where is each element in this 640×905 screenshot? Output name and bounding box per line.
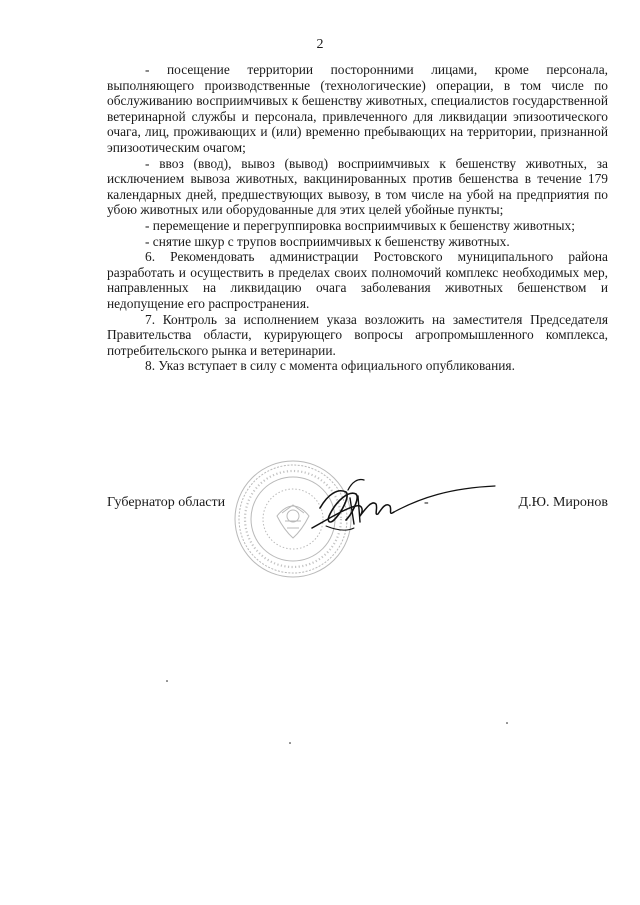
- handwritten-signature: [290, 468, 500, 543]
- signature-dash: -: [424, 495, 429, 510]
- paragraph-import-export: - ввоз (ввод), вывоз (вывод) восприимчивых к бешенству животных, за исключением вывоза животных, вакцинированных против бешенства в течение 179 календарных дней, предшествующих вывозу, в том числе на убой на предприятия по убою животных или оборудованные для этих целей убойные пункты;: [107, 155, 608, 218]
- paragraph-skinning: - снятие шкур с трупов восприимчивых к бешенству животных.: [145, 233, 510, 249]
- paragraph-visit-restriction: - посещение территории посторонними лицами, кроме персонала, выполняющего производственные (технологические) операции, в том числе по обслуживанию восприимчивых к бешенству животных, специалистов государственной ветеринарной службы и персонала, привлеченного для ликвидации эпизоотического очага, лиц, проживающих и (или) временно пребывающих на территории, признанной эпизоотическим очагом;: [107, 62, 608, 155]
- paragraph-item-8: 8. Указ вступает в силу с момента официального опубликования.: [145, 358, 515, 374]
- document-body: [107, 62, 608, 374]
- paragraph-item-6: 6. Рекомендовать администрации Ростовского муниципального района разработать и осуществить в пределах своих полномочий комплекс необходимых мер, направленных на ликвидацию очага заболевания животных бешенством и недопущение его распространения.: [107, 249, 608, 311]
- paragraph-movement: - перемещение и перегруппировка восприимчивых к бешенству животных;: [145, 217, 575, 233]
- scan-speck: [289, 742, 291, 744]
- paragraph-item-7: 7. Контроль за исполнением указа возложить на заместителя Председателя Правительства области, курирующего вопросы агропромышленного комплекса, потребительского рынка и ветеринарии.: [107, 311, 608, 358]
- scan-speck: [166, 680, 168, 682]
- signatory-title: Губернатор области: [107, 495, 226, 510]
- page-number: 2: [316, 37, 324, 52]
- signatory-name: Д.Ю. Миронов: [518, 495, 608, 510]
- scan-speck: [506, 722, 508, 724]
